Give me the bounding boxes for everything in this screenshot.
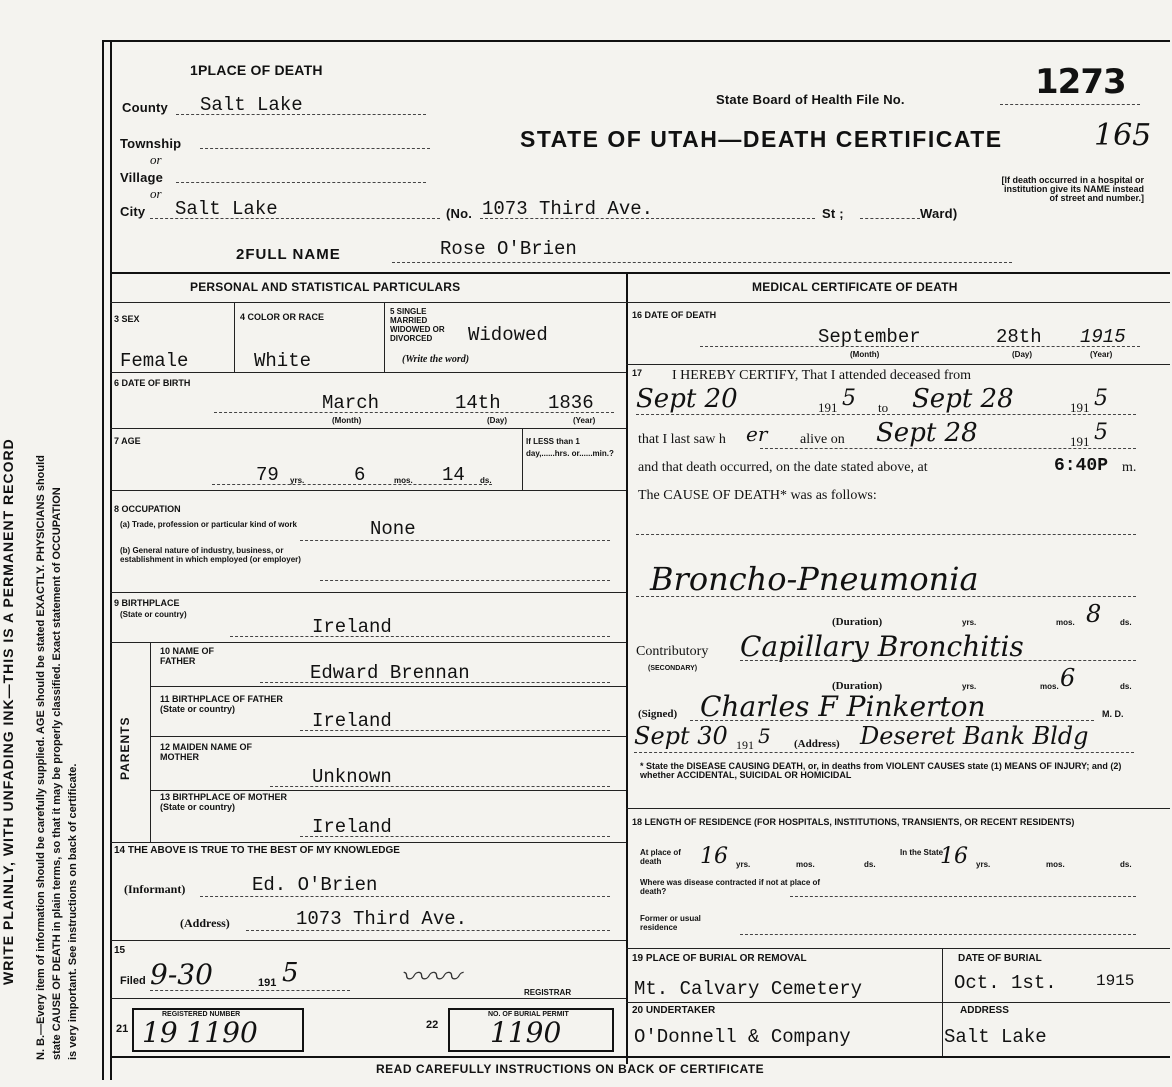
sex-color-divider (234, 302, 235, 372)
informant-address-line (246, 930, 610, 931)
row-line-occupation (110, 490, 626, 491)
duration2-label: (Duration) (832, 680, 883, 692)
dod-month-caption: (Month) (850, 350, 880, 359)
burial-year-value: 1915 (1096, 972, 1135, 990)
mother-birthplace-label: 13 BIRTHPLACE OF MOTHER (State or country) (160, 792, 288, 812)
row-line-informant (110, 842, 626, 843)
cause-label: The CAUSE OF DEATH* was as follows: (638, 488, 877, 503)
parents-col-line (150, 642, 151, 842)
father-birthplace-label: 11 BIRTHPLACE OF FATHER (State or country) (160, 694, 283, 714)
or-1: or (150, 152, 162, 167)
personal-heading: PERSONAL AND STATISTICAL PARTICULARS (190, 280, 461, 294)
occupation-label: 8 OCCUPATION (114, 504, 181, 514)
father-birthplace-value: Ireland (312, 710, 392, 732)
row-line-parents (110, 642, 626, 643)
row-line-mother (150, 736, 626, 737)
frame-top (102, 40, 1170, 42)
certify-text: I HEREBY CERTIFY, That I attended deceased from (672, 368, 972, 383)
marital-value: Widowed (468, 324, 548, 346)
color-label: 4 COLOR OR RACE (240, 312, 325, 322)
filed-year-suffix: 5 (282, 958, 299, 988)
row-line-certify (626, 364, 1170, 365)
filed-number: 15 (114, 945, 126, 956)
contributory-label: Contributory (636, 644, 709, 659)
father-name-value: Edward Brennan (310, 662, 470, 684)
file-number-line (1000, 104, 1140, 105)
occurred-text: and that death occurred, on the date stated above, at (638, 460, 928, 475)
signed-line (690, 720, 1094, 721)
to-year-prefix: 191 (1070, 400, 1090, 415)
frame-left-2 (110, 40, 112, 1080)
duration2-ds: ds. (1120, 682, 1132, 691)
row-line-mother-bp (150, 790, 626, 791)
to-label: to (878, 400, 889, 415)
burial-date-value: Oct. 1st. (954, 972, 1057, 994)
duration-ds: ds. (1120, 618, 1132, 627)
file-number: 1273 (1035, 62, 1126, 102)
birthplace-line (230, 636, 610, 637)
informant-line (200, 896, 610, 897)
contracted-line (790, 896, 1136, 897)
registrar-signature: 〰〰 (400, 960, 460, 995)
street-no-label: (No. (446, 206, 473, 221)
reg-number-label: REGISTERED NUMBER (162, 1011, 241, 1018)
doctor-address-label: (Address) (794, 738, 840, 750)
cause-line (636, 596, 1136, 597)
burial-place-value: Mt. Calvary Cemetery (634, 978, 863, 1000)
dod-day: 28th (996, 326, 1042, 348)
age-mos-label: mos. (394, 476, 413, 485)
filed-date: 9-30 (150, 958, 213, 991)
row-line-birthplace (110, 592, 626, 593)
reg-number-box: 21 (116, 1023, 129, 1035)
certificate-title: STATE OF UTAH—DEATH CERTIFICATE (520, 126, 1003, 152)
at-place-label: At place of death (640, 848, 681, 866)
permit-value: 1190 (490, 1016, 562, 1049)
permit-box: 22 (426, 1019, 439, 1031)
residence-place-ds: ds. (864, 860, 876, 869)
doctor-address-line (634, 752, 1134, 753)
permanent-record-note: WRITE PLAINLY, WITH UNFADING INK—THIS IS A PERMANENT RECORD (0, 438, 16, 985)
personal-top-line (110, 272, 1170, 274)
last-year-prefix: 191 (1070, 434, 1090, 449)
age-ds-label: ds. (480, 476, 492, 485)
informant-label: (Informant) (124, 882, 186, 896)
registrar-label: REGISTRAR (524, 988, 572, 997)
dob-label: 6 DATE OF BIRTH (114, 378, 191, 388)
medical-heading-line (626, 302, 1170, 303)
last-saw-her: er (746, 422, 768, 446)
duration-mos-value: 8 (1086, 600, 1102, 628)
burial-date-label: DATE OF BURIAL (958, 953, 1042, 964)
duration2-mos: mos. (1040, 682, 1059, 691)
last-saw-date: Sept 28 (876, 418, 978, 448)
md-label: M. D. (1102, 709, 1124, 719)
row-line-reg (110, 998, 626, 999)
filed-label: Filed (120, 975, 146, 987)
footer-line (110, 1056, 1170, 1058)
row-line-burial (626, 948, 1170, 949)
city-value: Salt Lake (175, 198, 278, 220)
signed-year-prefix: 191 (736, 738, 754, 752)
file-number-label: State Board of Health File No. (716, 92, 905, 107)
informant-address-label: (Address) (180, 916, 230, 930)
contracted-label: Where was disease contracted if not at place of death? (640, 878, 821, 896)
instructions-note-1: N. B.—Every item of information should be carefully supplied. AGE should be stated EXACTLY. PHYSICIANS should (35, 455, 47, 1060)
medical-heading: MEDICAL CERTIFICATE OF DEATH (752, 280, 958, 294)
duration-mos: mos. (1056, 618, 1075, 627)
dob-year: 1836 (548, 392, 594, 414)
undertaker-value: O'Donnell & Company (634, 1026, 851, 1048)
certify-number: 17 (632, 368, 643, 378)
footer-instructions: READ CAREFULLY INSTRUCTIONS ON BACK OF CERTIFICATE (376, 1062, 765, 1076)
marital-label: 5 SINGLE MARRIED WIDOWED OR DIVORCED (390, 307, 445, 343)
ward-label: Ward) (920, 206, 958, 221)
former-residence-label: Former or usual residence (640, 914, 701, 932)
less-than-note: If LESS than 1 day,......hrs. or......min.? (526, 437, 614, 458)
full-name-value: Rose O'Brien (440, 238, 577, 260)
village-line (176, 182, 426, 183)
in-state-label: In the State (900, 848, 944, 857)
last-saw-line (760, 448, 1136, 449)
duration2-yrs: yrs. (962, 682, 977, 691)
birthplace-value: Ireland (312, 616, 392, 638)
residence-state-years: 16 (940, 844, 968, 869)
undertaker-label: 20 UNDERTAKER (632, 1005, 716, 1016)
row-line-filed (110, 940, 626, 941)
dob-day: 14th (455, 392, 501, 414)
signed-year: 5 (758, 724, 771, 748)
signed-date: Sept 30 (634, 722, 728, 750)
ward-line (860, 218, 920, 219)
personal-heading-line (110, 302, 626, 303)
margin-number: 165 (1094, 118, 1152, 153)
full-name-line (392, 262, 1012, 263)
true-statement-label: 14 THE ABOVE IS TRUE TO THE BEST OF MY KNOWLEDGE (114, 845, 400, 856)
attended-from: Sept 20 (636, 384, 738, 414)
township-line (200, 148, 430, 149)
filed-year-prefix: 191 (258, 977, 277, 989)
cause-footnote: * State the DISEASE CAUSING DEATH, or, in deaths from VIOLENT CAUSES state (1) MEANS OF INJURY; and (2) whether ACCIDENTAL, SUICIDAL OR HOMICIDAL (640, 761, 1122, 780)
frame-left (102, 40, 104, 1080)
age-years: 79 (256, 464, 279, 486)
row-line-residence (626, 808, 1170, 809)
hospital-note: [If death occurred in a hospital or institution give its NAME instead of street and number.] (1001, 175, 1144, 203)
from-year: 5 (842, 386, 856, 411)
color-value: White (254, 350, 312, 372)
residence-state-mos: mos. (1046, 860, 1065, 869)
residence-state-ds: ds. (1120, 860, 1132, 869)
age-days: 14 (442, 464, 465, 486)
filed-line (150, 990, 350, 991)
residence-place-yrs: yrs. (736, 860, 751, 869)
age-label: 7 AGE (114, 436, 141, 446)
color-marital-divider (384, 302, 385, 372)
city-label: City (120, 204, 146, 219)
village-label: Village (120, 170, 164, 185)
reg-number-value: 19 1190 (142, 1016, 258, 1049)
residence-place-mos: mos. (796, 860, 815, 869)
attended-to: Sept 28 (912, 384, 1014, 414)
instructions-note-3: is very important. See instructions on back of certificate. (67, 763, 79, 1060)
signed-label: (Signed) (638, 708, 678, 720)
dob-month-caption: (Month) (332, 416, 362, 425)
to-year: 5 (1094, 386, 1108, 411)
dod-month: September (818, 326, 921, 348)
county-value: Salt Lake (200, 94, 303, 116)
street-line (480, 218, 815, 219)
contributory-line (740, 660, 1136, 661)
instructions-note-2: state CAUSE OF DEATH in plain terms, so that it may be properly classified. Exact statement of OCCUPATION (51, 487, 63, 1060)
undertaker-address-label: ADDRESS (960, 1005, 1009, 1016)
father-bp-line (300, 730, 610, 731)
row-line-undertaker (626, 1002, 1170, 1003)
duration-yrs: yrs. (962, 618, 977, 627)
duration-label: (Duration) (832, 616, 883, 628)
age-less-divider (522, 428, 523, 490)
physician-signature: Charles F Pinkerton (700, 690, 986, 723)
burial-place-label: 19 PLACE OF BURIAL OR REMOVAL (632, 953, 807, 964)
age-months: 6 (354, 464, 366, 486)
mother-name-label: 12 MAIDEN NAME OF MOTHER (160, 742, 253, 762)
father-name-label: 10 NAME OF FATHER (160, 646, 215, 666)
dod-label: 16 DATE OF DEATH (632, 310, 717, 320)
row-line-father-bp (150, 686, 626, 687)
occupation-b-line (320, 580, 610, 581)
informant-address-value: 1073 Third Ave. (296, 908, 468, 930)
former-residence-line (740, 934, 1136, 935)
informant-value: Ed. O'Brien (252, 874, 378, 896)
occupation-line (300, 540, 610, 541)
residence-place-years: 16 (700, 844, 728, 869)
dob-day-caption: (Day) (487, 416, 508, 425)
time-m: m. (1122, 460, 1137, 475)
birthplace-label: 9 BIRTHPLACE (114, 598, 180, 608)
occupation-b-note: (b) General nature of industry, business, or establishment in which employed (or employer) (120, 546, 301, 564)
dod-year-caption: (Year) (1090, 350, 1113, 359)
place-of-death-label: 1PLACE OF DEATH (190, 62, 323, 78)
residence-label: 18 LENGTH OF RESIDENCE (FOR HOSPITALS, INSTITUTIONS, TRANSIENTS, OR RECENT RESIDENTS) (632, 817, 1075, 827)
from-year-prefix: 191 (818, 400, 838, 415)
attended-line (636, 414, 1136, 415)
row-line-age (110, 428, 626, 429)
dob-month: March (322, 392, 380, 414)
occupation-value: None (370, 518, 416, 540)
mother-bp-line (300, 836, 610, 837)
alive-on-text: alive on (800, 432, 845, 447)
doctor-address-value: Deseret Bank Bldg (860, 722, 1089, 750)
dod-day-caption: (Day) (1012, 350, 1033, 359)
father-line (260, 682, 610, 683)
birthplace-sub: (State or country) (120, 610, 187, 619)
secondary-label: (SECONDARY) (648, 665, 698, 672)
parents-label: PARENTS (118, 716, 132, 780)
county-label: County (122, 100, 168, 115)
contributory-value: Capillary Bronchitis (740, 630, 1024, 663)
full-name-label: 2FULL NAME (236, 246, 341, 263)
last-saw-text: that I last saw h (638, 432, 726, 447)
cause-value: Broncho-Pneumonia (650, 560, 979, 598)
permit-label: NO. OF BURIAL PERMIT (488, 1011, 569, 1018)
duration2-mos-value: 6 (1060, 664, 1076, 692)
sex-value: Female (120, 350, 189, 372)
undertaker-address-value: Salt Lake (944, 1026, 1047, 1048)
township-label: Township (120, 136, 182, 151)
mother-name-value: Unknown (312, 766, 392, 788)
street-address-value: 1073 Third Ave. (482, 198, 654, 220)
time-of-death: 6:40P (1054, 456, 1109, 476)
st-label: St ; (822, 206, 844, 221)
residence-state-yrs: yrs. (976, 860, 991, 869)
or-2: or (150, 186, 162, 201)
sex-label: 3 SEX (114, 314, 140, 324)
dob-year-caption: (Year) (573, 416, 596, 425)
row-line-dob (110, 372, 626, 373)
marital-write-note: (Write the word) (402, 354, 470, 365)
age-yrs-label: yrs. (290, 476, 305, 485)
center-divider (626, 272, 628, 1064)
mother-line (270, 786, 610, 787)
occupation-a-note: (a) Trade, profession or particular kind of work (120, 520, 297, 529)
last-year: 5 (1094, 420, 1108, 445)
cause-blank-line-1 (636, 534, 1136, 535)
dod-year: 1915 (1080, 326, 1126, 348)
mother-birthplace-value: Ireland (312, 816, 392, 838)
